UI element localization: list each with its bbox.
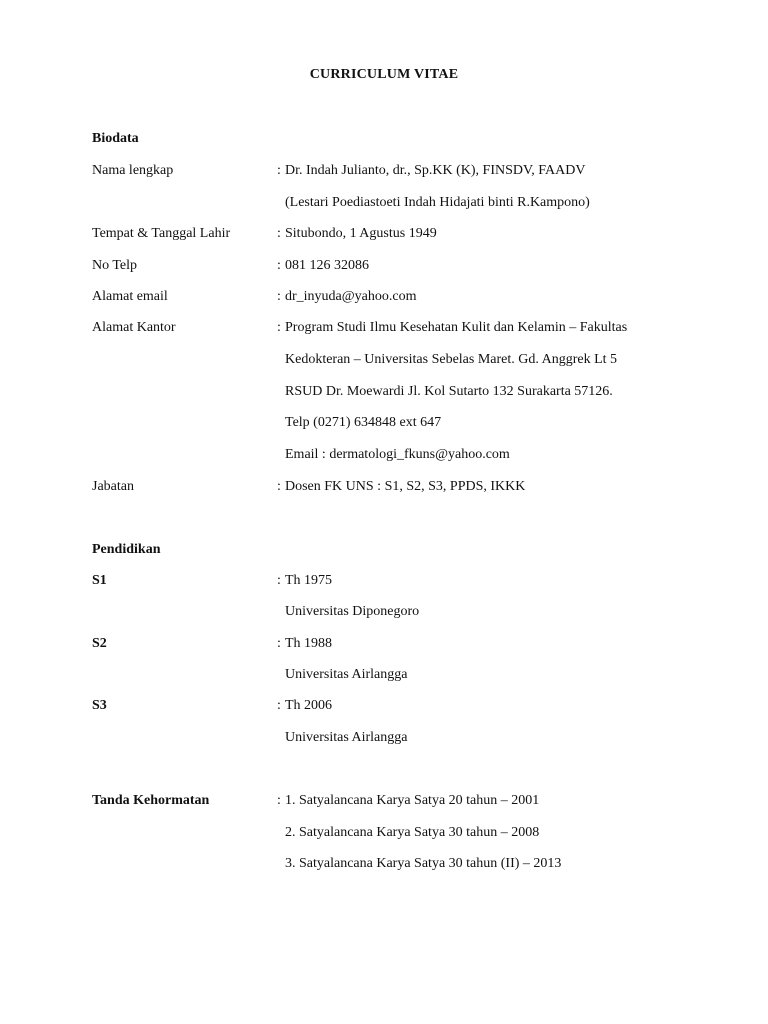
nama-value: Dr. Indah Julianto, dr., Sp.KK (K), FINSDV, FAADV <box>285 163 586 178</box>
telp-value-row: : 081 126 32086 <box>277 258 369 273</box>
pendidikan-s3-univ: Universitas Airlangga <box>285 730 408 745</box>
telp-value: 081 126 32086 <box>285 258 369 273</box>
email-value: dr_inyuda@yahoo.com <box>285 289 417 304</box>
kehormatan-item-1: 1. Satyalancana Karya Satya 20 tahun – 2001 <box>285 793 540 808</box>
pendidikan-s3-year-row: : Th 2006 <box>277 698 333 713</box>
ttl-value-row: : Situbondo, 1 Agustus 1949 <box>277 226 437 241</box>
pendidikan-s2-univ: Universitas Airlangga <box>285 667 408 682</box>
nama-label: Nama lengkap <box>92 163 174 178</box>
ttl-value: Situbondo, 1 Agustus 1949 <box>285 226 437 241</box>
kantor-line-3: RSUD Dr. Moewardi Jl. Kol Sutarto 132 Surakarta 57126. <box>285 384 613 399</box>
kantor-label: Alamat Kantor <box>92 320 176 335</box>
pendidikan-s1-year-row: : Th 1975 <box>277 573 333 588</box>
nama-alias: (Lestari Poediastoeti Indah Hidajati binti R.Kampono) <box>285 195 590 210</box>
pendidikan-s2-year-row: : Th 1988 <box>277 636 333 651</box>
document-title: CURRICULUM VITAE <box>309 67 459 82</box>
kehormatan-item-2: 2. Satyalancana Karya Satya 30 tahun – 2008 <box>285 825 540 840</box>
kantor-line-2: Kedokteran – Universitas Sebelas Maret. Gd. Anggrek Lt 5 <box>285 352 618 367</box>
nama-value-row: : Dr. Indah Julianto, dr., Sp.KK (K), FINSDV, FAADV <box>277 163 586 178</box>
telp-label: No Telp <box>92 258 138 273</box>
pendidikan-s1-univ: Universitas Diponegoro <box>285 604 420 619</box>
jabatan-label: Jabatan <box>92 479 134 494</box>
pendidikan-s2-label: S2 <box>92 636 107 651</box>
kehormatan-item-1-row: : 1. Satyalancana Karya Satya 20 tahun – 2001 <box>277 793 540 808</box>
pendidikan-s2-year: Th 1988 <box>285 636 333 651</box>
kantor-value-row: : Program Studi Ilmu Kesehatan Kulit dan Kelamin – Fakultas <box>277 320 628 335</box>
section-pendidikan-heading: Pendidikan <box>92 542 161 557</box>
pendidikan-s1-label: S1 <box>92 573 107 588</box>
kehormatan-label: Tanda Kehormatan <box>92 793 210 808</box>
kantor-line-5: Email : dermatologi_fkuns@yahoo.com <box>285 447 510 462</box>
kantor-line-4: Telp (0271) 634848 ext 647 <box>285 415 442 430</box>
kehormatan-item-3: 3. Satyalancana Karya Satya 30 tahun (II) – 2013 <box>285 856 562 871</box>
jabatan-value: Dosen FK UNS : S1, S2, S3, PPDS, IKKK <box>285 479 526 494</box>
jabatan-value-row: : Dosen FK UNS : S1, S2, S3, PPDS, IKKK <box>277 479 526 494</box>
pendidikan-s3-year: Th 2006 <box>285 698 333 713</box>
kantor-line-1: Program Studi Ilmu Kesehatan Kulit dan Kelamin – Fakultas <box>285 320 628 335</box>
pendidikan-s3-label: S3 <box>92 698 107 713</box>
email-value-row: : dr_inyuda@yahoo.com <box>277 289 417 304</box>
email-label: Alamat email <box>92 289 168 304</box>
section-biodata-heading: Biodata <box>92 131 139 146</box>
pendidikan-s1-year: Th 1975 <box>285 573 333 588</box>
ttl-label: Tempat & Tanggal Lahir <box>92 226 231 241</box>
